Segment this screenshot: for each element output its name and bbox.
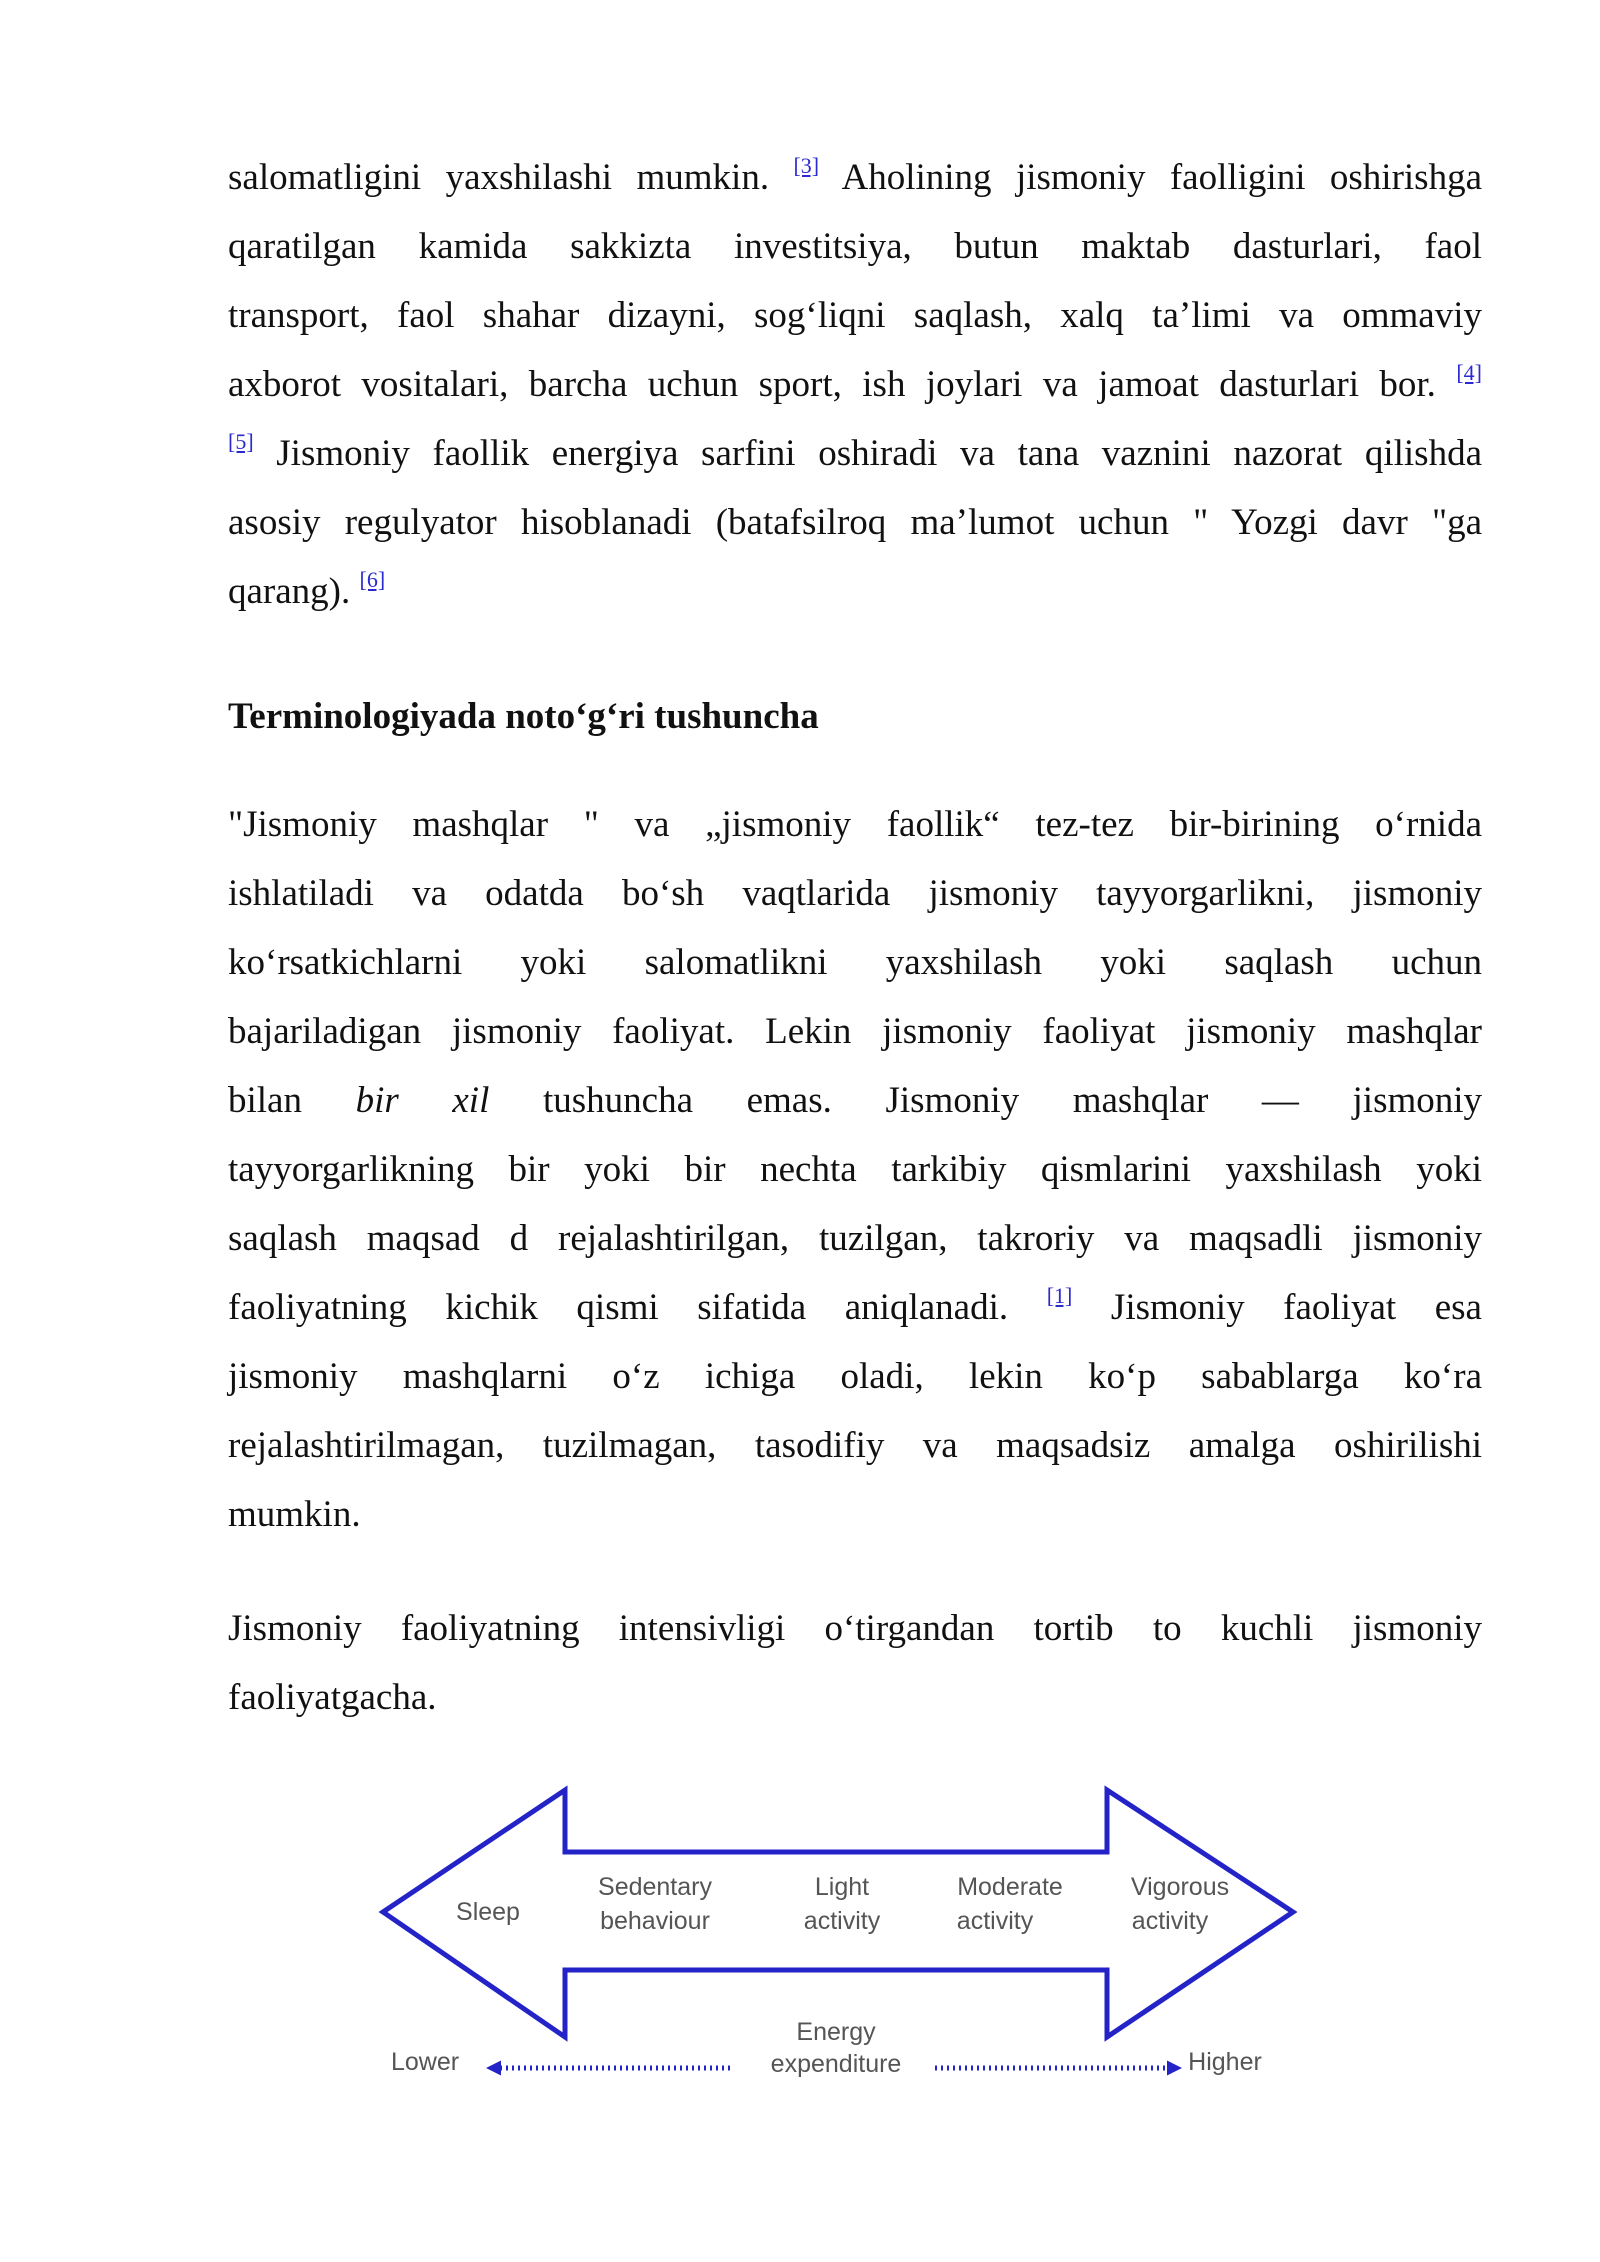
label-sedentary-line1: Sedentary — [598, 1873, 712, 1901]
label-moderate-line1: Moderate — [957, 1873, 1063, 1901]
citation-link-5[interactable]: [5] — [228, 429, 254, 454]
citation-link-4[interactable]: [4] — [1456, 360, 1482, 385]
text-run: faoliyatning kichik qismi sifatida aniqlanadi. — [228, 1287, 1047, 1328]
text-line: jismoniy mashqlarni o‘z ichiga oladi, lekin ko‘p sabablarga ko‘ra — [228, 1356, 1482, 1397]
label-sedentary-line2: behaviour — [600, 1907, 710, 1935]
citation-link-3[interactable]: [3] — [793, 153, 820, 178]
scale-lower-label: Lower — [390, 2048, 460, 2076]
text-line: qaratilgan kamida sakkizta investitsiya, butun maktab dasturlari, faol — [228, 226, 1482, 267]
text-run: salomatligini yaxshilashi mumkin. — [228, 157, 794, 198]
text-run: bilan — [228, 1080, 302, 1121]
label-light-line1: Light — [814, 1873, 870, 1901]
text-line: "Jismoniy mashqlar " va „jismoniy faollik“ tez-tez bir-birining o‘rnida — [228, 804, 1482, 845]
text-line: asosiy regulyator hisoblanadi (batafsilroq ma’lumot uchun " Yozgi davr "ga — [228, 502, 1482, 543]
text-line: ishlatiladi va odatda bo‘sh vaqtlarida jismoniy tayyorgarlikni, jismoniy — [228, 873, 1482, 914]
text-run: Jismoniy faoliyat esa — [1072, 1287, 1482, 1328]
text-line: bajariladigan jismoniy faoliyat. Lekin jismoniy faoliyat jismoniy mashqlar — [228, 1011, 1482, 1052]
text-run: axborot vositalari, barcha uchun sport, ish joylari va jamoat dasturlari bor. — [228, 364, 1457, 405]
label-vigorous-line2: activity — [1131, 1907, 1209, 1935]
text-line: saqlash maqsad d rejalashtirilgan, tuzilgan, takroriy va maqsadli jismoniy — [228, 1218, 1482, 1259]
text-line: tayyorgarlikning bir yoki bir nechta tarkibiy qismlarini yaxshilash yoki — [228, 1149, 1482, 1190]
text-run: tushuncha emas. Jismoniy mashqlar — jismoniy — [542, 1080, 1483, 1121]
section-heading: Terminologiyada noto‘g‘ri tushuncha — [228, 696, 819, 737]
text-line: transport, faol shahar dizayni, sog‘liqni saqlash, xalq ta’limi va ommaviy — [228, 295, 1482, 336]
scale-energy-line1: Energy — [796, 2018, 876, 2046]
text-line: ko‘rsatkichlarni yoki salomatlikni yaxshilash yoki saqlash uchun — [228, 942, 1482, 983]
label-vigorous-line1: Vigorous — [1130, 1873, 1230, 1901]
label-sleep: Sleep — [456, 1898, 520, 1926]
text-line: mumkin. — [228, 1494, 361, 1535]
scale-energy-line2: expenditure — [770, 2050, 902, 2078]
citation-link-6[interactable]: [6] — [359, 567, 386, 592]
label-moderate-line2: activity — [956, 1907, 1034, 1935]
italic-text: bir xil — [355, 1080, 490, 1121]
text-run: qarang). — [228, 571, 360, 612]
citation-link-1[interactable]: [1] — [1046, 1283, 1073, 1308]
label-light-line2: activity — [803, 1907, 881, 1935]
text-run: Aholining jismoniy faolligini oshirishga — [819, 157, 1482, 198]
scale-higher-label: Higher — [1188, 2048, 1262, 2076]
text-line: faoliyatgacha. — [228, 1677, 437, 1718]
text-run: Jismoniy faollik energiya sarfini oshiradi va tana vaznini nazorat qilishda — [253, 433, 1482, 474]
text-line: Jismoniy faoliyatning intensivligi o‘tirgandan tortib to kuchli jismoniy — [228, 1608, 1482, 1649]
text-line: rejalashtirilmagan, tuzilmagan, tasodifiy va maqsadsiz amalga oshirilishi — [228, 1425, 1482, 1466]
